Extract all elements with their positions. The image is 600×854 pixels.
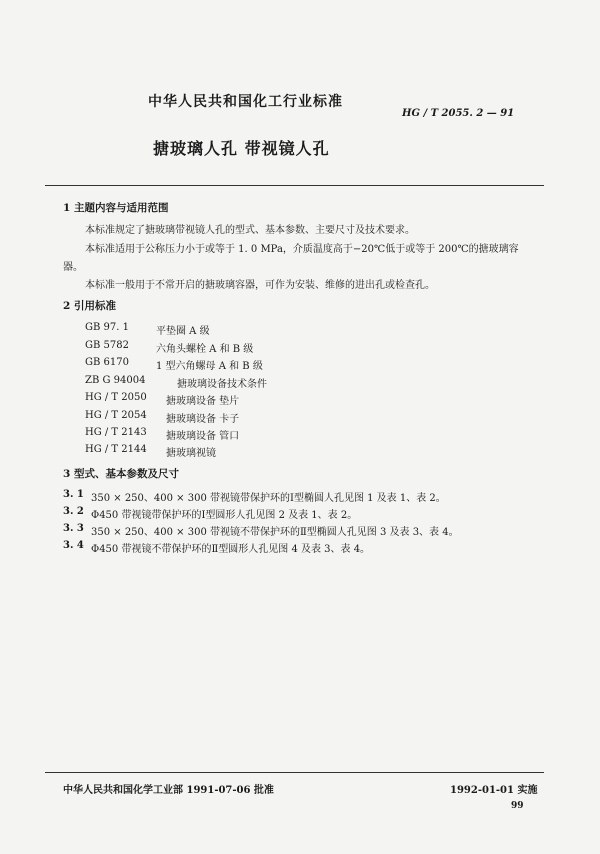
ref-name: 搪玻璃视镜 [166, 448, 216, 459]
footer-divider [45, 772, 544, 773]
ref-code: HG / T 2144 [85, 444, 147, 455]
section-1-para-3: 本标准一般用于不常开启的搪玻璃容器，可作为安装、维修的进出孔或检查孔。 [85, 280, 435, 291]
document-title: 搪玻璃人孔 带视镜人孔 [153, 139, 330, 158]
clause-number: 3. 1 [63, 489, 84, 500]
section-1-para-2-line-1: 本标准适用于公称压力小于或等于 1. 0 MPa，介质温度高于−20℃低于或等于 200℃的搪玻璃容 [85, 244, 519, 255]
clause-text: Φ450 带视镜带保护环的Ⅰ型圆形人孔见图 2 及表 1、表 2。 [91, 510, 358, 521]
clause-number: 3. 3 [63, 523, 84, 534]
clause-number: 3. 4 [63, 540, 84, 551]
ref-name: 六角头螺栓 A 和 B 级 [156, 344, 254, 355]
page-number: 99 [511, 801, 524, 811]
clause-number: 3. 2 [63, 506, 84, 517]
ref-code: GB 6170 [85, 357, 129, 368]
ref-code: HG / T 2054 [85, 410, 147, 421]
ref-code: HG / T 2050 [85, 392, 147, 403]
clause-text: Φ450 带视镜不带保护环的Ⅱ型圆形人孔见图 4 及表 3、表 4。 [91, 544, 371, 555]
header-divider [45, 185, 544, 186]
ref-name: 平垫圈 A 级 [156, 326, 210, 337]
section-1-para-2-line-2: 器。 [63, 262, 83, 273]
ref-name: 1 型六角螺母 A 和 B 级 [156, 361, 263, 372]
standard-name: 中华人民共和国化工行业标准 [148, 94, 343, 110]
ref-code: ZB G 94004 [85, 375, 146, 386]
section-1-heading: 1 主题内容与适用范围 [63, 202, 169, 214]
ref-name: 搪玻璃设备 管口 [166, 431, 240, 442]
ref-name: 搪玻璃设备 卡子 [166, 414, 240, 425]
ref-code: GB 97. 1 [85, 322, 129, 333]
approval-line: 中华人民共和国化学工业部 1991-07-06 批准 [63, 785, 274, 796]
clause-text: 350 × 250、400 × 300 带视镜带保护环的Ⅰ型椭圆人孔见图 1 及表 1、表 2。 [91, 493, 446, 504]
ref-code: HG / T 2143 [85, 427, 147, 438]
section-1-para-1: 本标准规定了搪玻璃带视镜人孔的型式、基本参数、主要尺寸及技术要求。 [85, 225, 415, 236]
implementation-date: 1992-01-01 实施 [450, 785, 538, 796]
standard-code: HG / T 2055. 2 — 91 [402, 108, 515, 119]
section-2-heading: 2 引用标准 [63, 300, 116, 312]
ref-code: GB 5782 [85, 340, 129, 351]
section-3-heading: 3 型式、基本参数及尺寸 [63, 468, 179, 480]
clause-text: 350 × 250、400 × 300 带视镜不带保护环的Ⅱ型椭圆人孔见图 3 及表 3、表 4。 [91, 527, 459, 538]
ref-name: 搪玻璃设备技术条件 [177, 379, 267, 390]
ref-name: 搪玻璃设备 垫片 [166, 396, 240, 407]
